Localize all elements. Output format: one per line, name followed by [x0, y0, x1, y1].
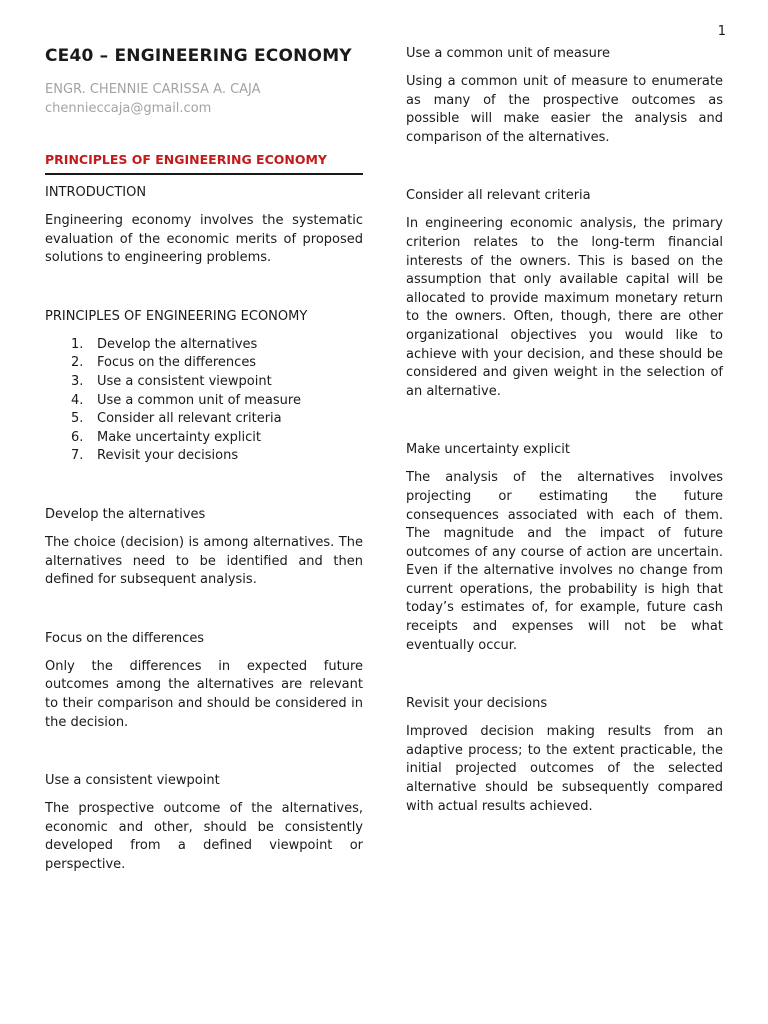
list-item: 3. Use a consistent viewpoint [71, 373, 272, 389]
section-paragraph-focus: Only the differences in expected future outcomes among the alternatives are relevant to their comparison and should be considered in the decision. [45, 658, 363, 730]
intro-heading: INTRODUCTION [45, 185, 147, 200]
list-item: 1. Develop the alternatives [71, 336, 258, 352]
section-paragraph-viewpoint: The prospective outcome of the alternatives, economic and other, should be consistently developed from a defined viewpoint or perspective. [45, 801, 363, 872]
document-title: CE40 – ENGINEERING ECONOMY [45, 46, 352, 66]
section-paragraph-criteria: In engineering economic analysis, the primary criterion relates to the long-term financial interests of the owners. This is based on the assumption that only available capital will be allocated to provide maximum monetary return to the owners. Often, though, there are other organizational objectives you would like to achieve with your decision, and these should be considered and given weight in the selection of an alternative. [406, 216, 723, 399]
section-title: PRINCIPLES OF ENGINEERING ECONOMY [45, 152, 363, 175]
section-heading-criteria: Consider all relevant criteria [406, 188, 591, 204]
page-number: 1 [717, 24, 726, 39]
list-item: 4. Use a common unit of measure [71, 392, 301, 408]
principles-list [45, 336, 363, 466]
section-heading-unit: Use a common unit of measure [406, 46, 610, 61]
list-item: 2. Focus on the differences [71, 355, 257, 371]
list-item: 6. Make uncertainty explicit [71, 429, 261, 445]
section-paragraph-unit: Using a common unit of measure to enumerate as many of the prospective outcomes as possible will make easier the analysis and comparison of the alternatives. [406, 74, 723, 145]
author-name: ENGR. CHENNIE CARISSA A. CAJA [45, 82, 261, 97]
section-heading-viewpoint: Use a consistent viewpoint [45, 773, 220, 789]
section-heading-revisit: Revisit your decisions [406, 696, 548, 712]
section-paragraph-revisit: Improved decision making results from an adaptive process; to the extent practicable, the initial projected outcomes of the selected alternative should be subsequently compared with actual results achieved. [406, 724, 723, 814]
author-email: chennieccaja@gmail.com [45, 101, 212, 116]
section-paragraph-uncertainty: The analysis of the alternatives involves projecting or estimating the future consequences associated with each of them. The magnitude and the impact of future outcomes of any course of action are uncertain. Even if the alternative involves no change from current operations, the probability is high that today’s estimates of, for example, future cash receipts and expenses will not be what eventually occur. [406, 470, 723, 653]
section-heading-focus: Focus on the differences [45, 630, 205, 646]
left-column [45, 44, 363, 874]
list-item: 5. Consider all relevant criteria [71, 411, 282, 427]
intro-paragraph: Engineering economy involves the systematic evaluation of the economic merits of proposed solutions to engineering problems. [45, 213, 363, 266]
section-heading-develop: Develop the alternatives [45, 506, 206, 522]
list-item: 7. Revisit your decisions [71, 448, 239, 464]
right-column [406, 44, 723, 816]
section-paragraph-develop: The choice (decision) is among alternatives. The alternatives need to be identified and then defined for subsequent analysis. [45, 534, 363, 588]
section-heading-uncertainty: Make uncertainty explicit [406, 442, 570, 458]
principles-heading: PRINCIPLES OF ENGINEERING ECONOMY [45, 308, 308, 324]
